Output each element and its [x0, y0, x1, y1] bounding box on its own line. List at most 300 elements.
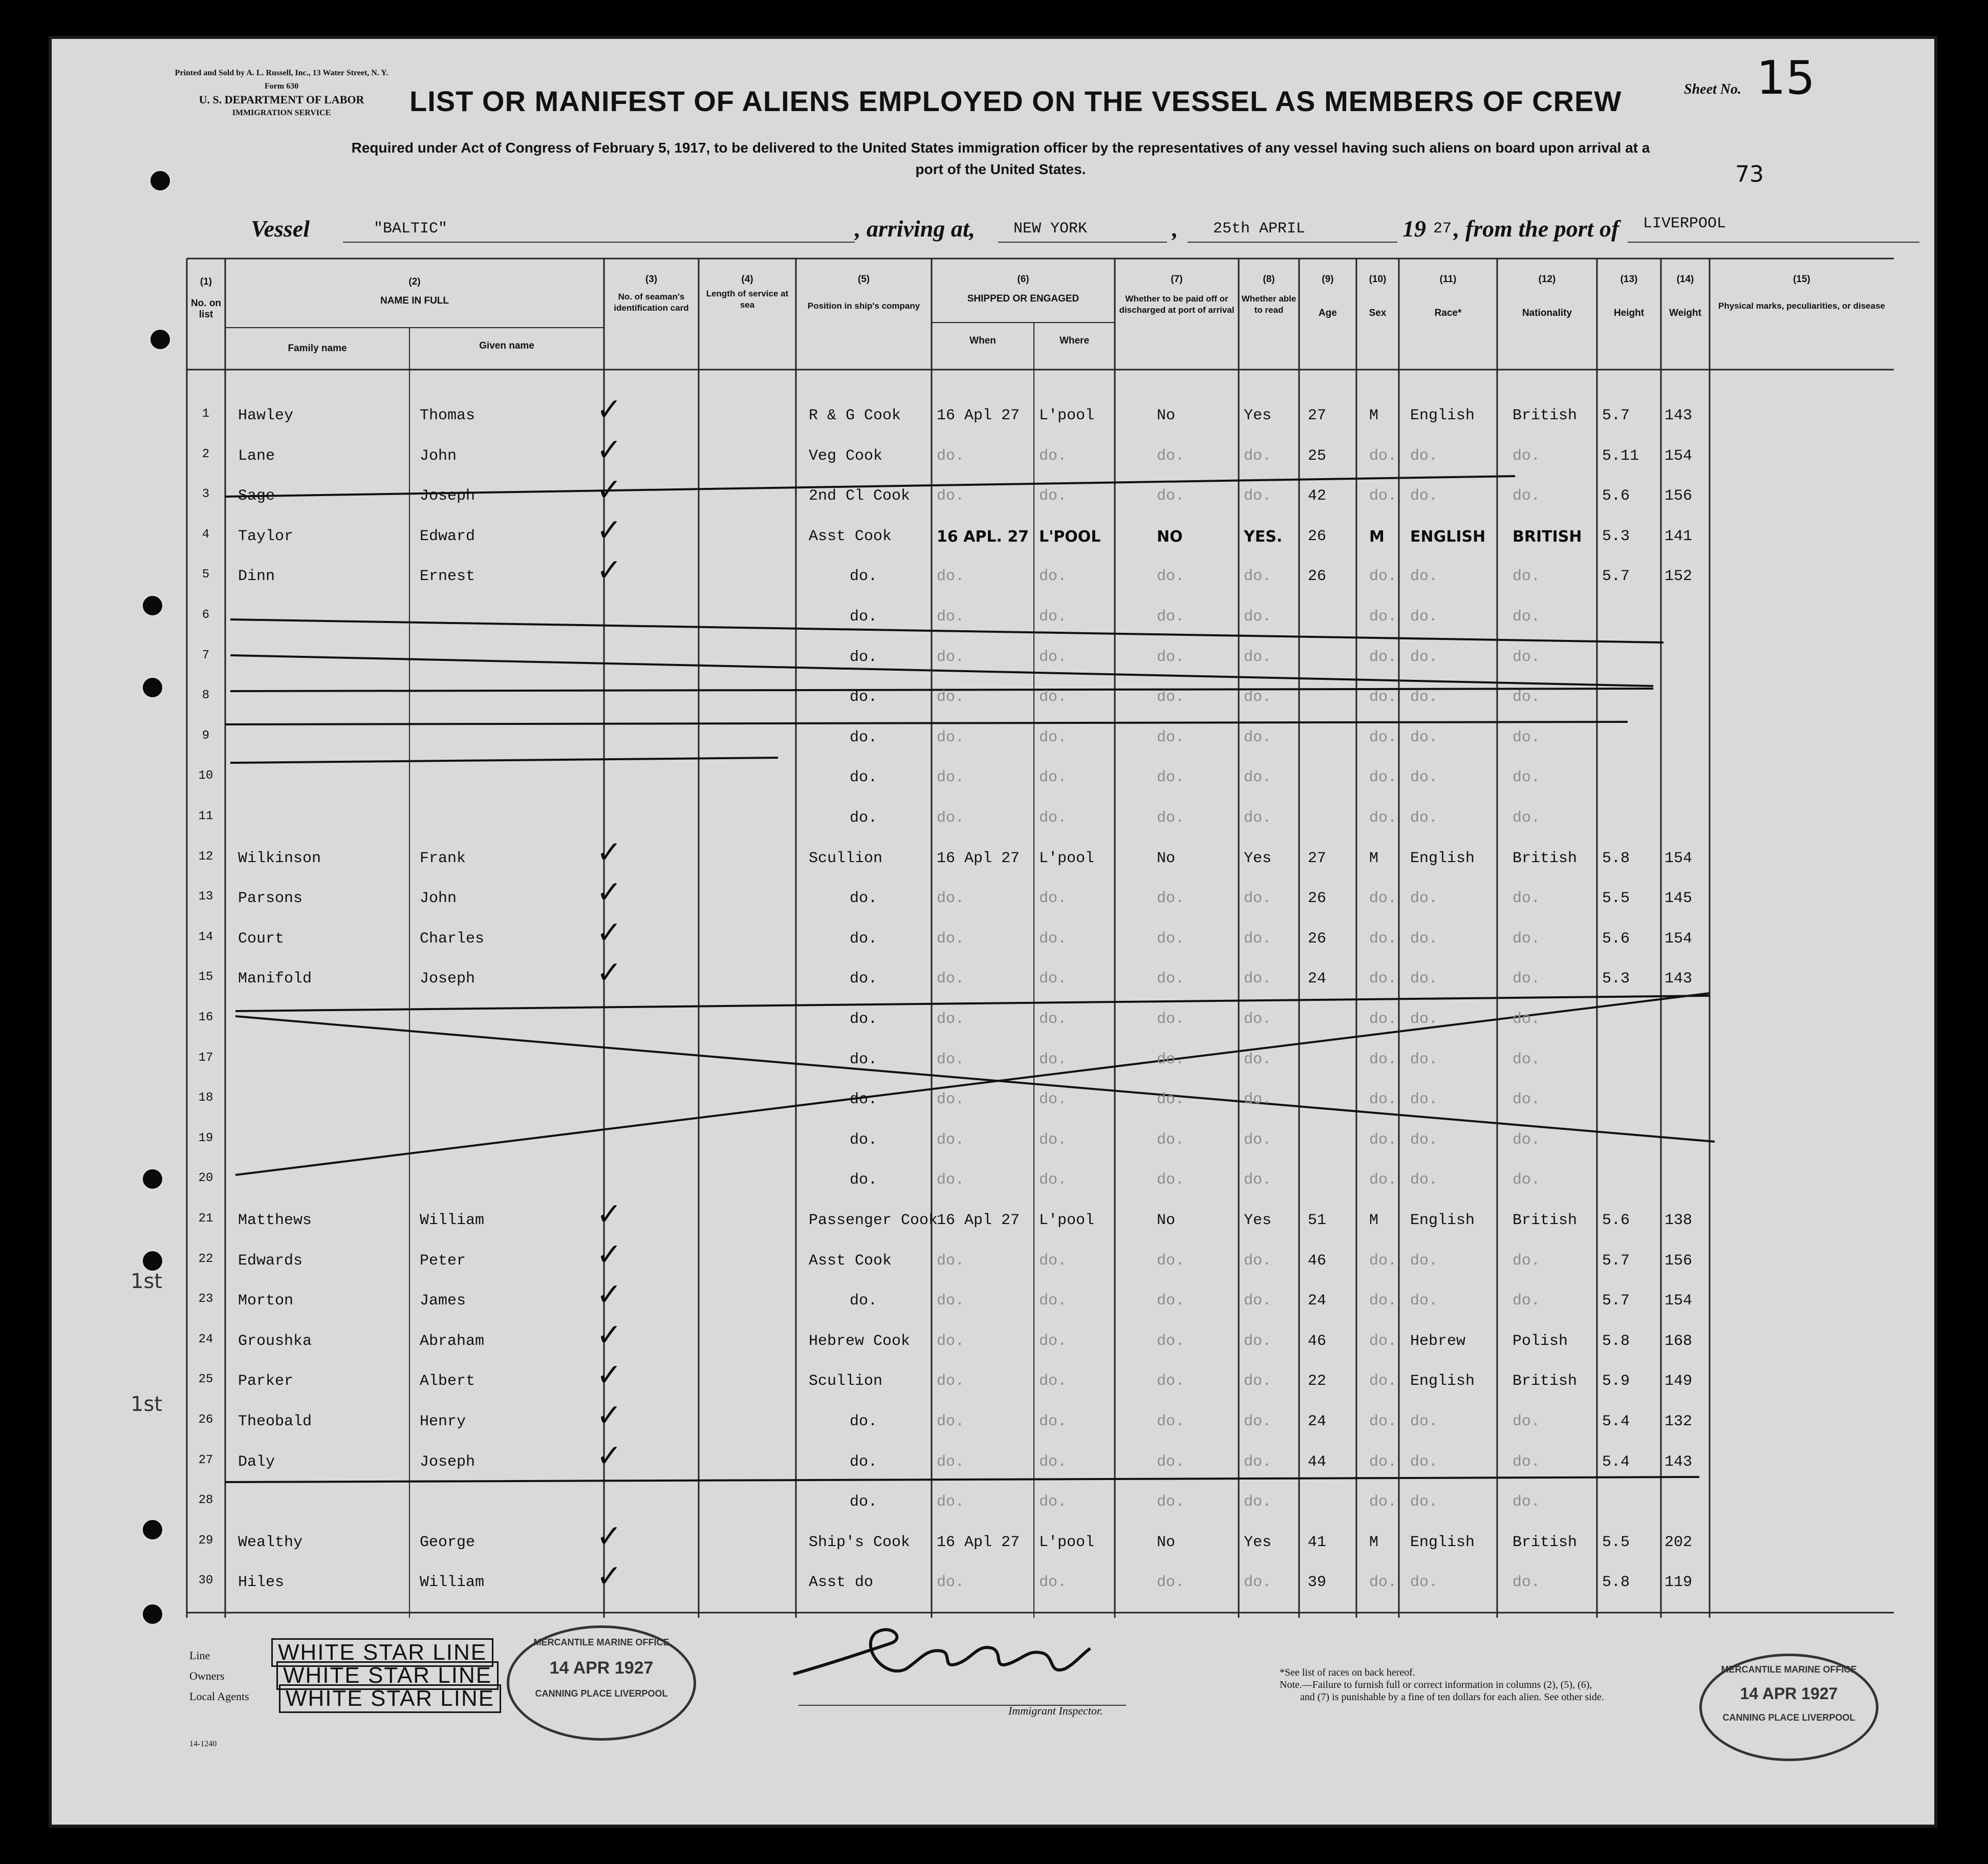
row-number: 14: [198, 930, 213, 944]
position: do.: [850, 1051, 878, 1068]
shipped-when: do.: [937, 1332, 965, 1350]
weight: 202: [1665, 1533, 1693, 1551]
nationality: do.: [1512, 487, 1541, 505]
height: 5.4: [1602, 1453, 1630, 1471]
age: 46: [1308, 1332, 1327, 1350]
height: 5.7: [1602, 1292, 1630, 1310]
shipped-where: do.: [1039, 729, 1067, 746]
service: IMMIGRATION SERVICE: [232, 109, 331, 117]
shipped-where: L'pool: [1039, 407, 1095, 424]
shipped-when: do.: [937, 568, 965, 586]
height: 5.7: [1602, 1252, 1630, 1270]
family-name: Edwards: [238, 1252, 303, 1270]
weight: 154: [1665, 930, 1693, 948]
position: do.: [850, 930, 878, 948]
id-card-check: ✓: [596, 1357, 622, 1394]
stamp-bottom: CANNING PLACE LIVERPOOL: [535, 1688, 668, 1699]
from-label: , from the port of: [1454, 216, 1619, 242]
able-to-read: do.: [1244, 1493, 1272, 1511]
shipped-where: do.: [1039, 487, 1067, 505]
family-name: Wealthy: [238, 1533, 303, 1551]
able-to-read: do.: [1244, 809, 1272, 827]
given-name: William: [420, 1212, 485, 1229]
nationality: do.: [1512, 1413, 1541, 1430]
paid-off: do.: [1157, 769, 1185, 787]
sheet-label: Sheet No.: [1684, 81, 1741, 97]
row-number: 22: [198, 1252, 213, 1266]
sex: do.: [1369, 729, 1397, 746]
race: do.: [1410, 1011, 1438, 1028]
sex: do.: [1369, 1413, 1397, 1430]
shipped-when: do.: [937, 970, 965, 988]
able-to-read: do.: [1244, 648, 1272, 666]
age: 46: [1308, 1252, 1327, 1270]
col9-number: (9): [1322, 274, 1334, 285]
family-name: Court: [238, 930, 285, 948]
line-label: Line: [189, 1649, 210, 1662]
shipped-when: 16 Apl 27: [937, 849, 1020, 867]
nationality: Polish: [1512, 1332, 1568, 1350]
penalty-note-1: Note.—Failure to furnish full or correct information in columns (2), (5), (6),: [1280, 1679, 1592, 1690]
shipped-where: do.: [1039, 648, 1067, 666]
shipped-where: do.: [1039, 1373, 1067, 1390]
race: do.: [1410, 769, 1438, 787]
col1-label: No. on list: [190, 298, 222, 320]
paid-off: do.: [1157, 1051, 1185, 1068]
penalty-note-2: and (7) is punishable by a fine of ten dollars for each alien. See other side.: [1300, 1691, 1604, 1703]
stamp-date: 14 APR 1927: [549, 1658, 654, 1678]
shipped-where: do.: [1039, 1011, 1067, 1028]
row-number: 15: [198, 970, 213, 984]
weight: 138: [1665, 1212, 1693, 1229]
shipped-when: do.: [937, 487, 965, 505]
given-name: Edward: [420, 527, 476, 545]
sex: do.: [1369, 1574, 1397, 1592]
nationality: do.: [1512, 729, 1541, 746]
arrival-date: 25th APRIL: [1213, 220, 1306, 238]
height: 5.8: [1602, 1574, 1630, 1592]
age: 39: [1308, 1574, 1327, 1592]
col10-label: Sex: [1369, 308, 1387, 318]
paid-off: do.: [1157, 608, 1185, 626]
row-number: 18: [198, 1091, 213, 1105]
position: Scullion: [809, 849, 883, 867]
position: do.: [850, 1292, 878, 1310]
from-port: LIVERPOOL: [1643, 215, 1726, 232]
paid-off: do.: [1157, 1171, 1185, 1189]
row-number: 26: [198, 1413, 213, 1427]
shipped-when: 16 APL. 27: [937, 527, 1029, 546]
race: do.: [1410, 1051, 1438, 1068]
position: do.: [850, 1171, 878, 1189]
race: do.: [1410, 1292, 1438, 1310]
weight: 156: [1665, 1252, 1693, 1270]
race: do.: [1410, 1453, 1438, 1471]
position: Asst Cook: [809, 1252, 892, 1270]
able-to-read: Yes: [1244, 407, 1272, 424]
sex: do.: [1369, 1332, 1397, 1350]
height: 5.4: [1602, 1413, 1630, 1430]
given-name: Joseph: [420, 487, 476, 505]
vessel-name: "BALTIC": [374, 220, 448, 238]
nationality: British: [1512, 1373, 1578, 1390]
shipped-when: do.: [937, 729, 965, 746]
sex: do.: [1369, 487, 1397, 505]
id-card-check: ✓: [596, 874, 622, 911]
page-title: LIST OR MANIFEST OF ALIENS EMPLOYED ON THE VESSEL AS MEMBERS OF CREW: [409, 85, 1622, 117]
weight: 145: [1665, 890, 1693, 908]
line-stamp: WHITE STAR LINE: [271, 1638, 493, 1667]
sheet-number: 15: [1756, 51, 1816, 105]
col13-label: Height: [1613, 308, 1645, 318]
col8-number: (8): [1263, 274, 1275, 285]
shipped-where: do.: [1039, 1252, 1067, 1270]
col8-label: Whether able to read: [1241, 294, 1296, 315]
given-name: John: [420, 447, 457, 465]
able-to-read: do.: [1244, 1574, 1272, 1592]
shipped-when: do.: [937, 1574, 965, 1592]
race: do.: [1410, 729, 1438, 746]
weight: 141: [1665, 527, 1693, 545]
race: do.: [1410, 930, 1438, 948]
sex: M: [1369, 1212, 1379, 1229]
margin-note: 1st: [131, 1392, 162, 1416]
position: do.: [850, 1091, 878, 1109]
height: 5.8: [1602, 849, 1630, 867]
age: 25: [1308, 447, 1327, 465]
race: do.: [1410, 608, 1438, 626]
family-name: Lane: [238, 447, 275, 465]
sex: do.: [1369, 769, 1397, 787]
height: 5.7: [1602, 568, 1630, 586]
shipped-when: do.: [937, 930, 965, 948]
col12-label: Nationality: [1522, 308, 1572, 318]
row-number: 27: [198, 1453, 213, 1467]
shipped-when: do.: [937, 1171, 965, 1189]
family-name: Hiles: [238, 1574, 285, 1592]
subtitle-line-2: port of the United States.: [915, 161, 1086, 177]
col6-number: (6): [1017, 274, 1029, 285]
able-to-read: do.: [1244, 1011, 1272, 1028]
col6b-label: Where: [1059, 335, 1090, 346]
year-prefix: 19: [1402, 216, 1426, 242]
col15-label: Physical marks, peculiarities, or disease: [1718, 301, 1885, 311]
row-number: 11: [198, 809, 213, 823]
voyage-line: Vessel "BALTIC" , arriving at, NEW YORK , 25th APRIL 19 27 , from the port of LIVERPOOL: [251, 215, 1919, 246]
shipped-when: 16 Apl 27: [937, 1533, 1020, 1551]
row-number: 2: [202, 447, 210, 461]
shipped-where: do.: [1039, 1131, 1067, 1149]
race: do.: [1410, 1252, 1438, 1270]
nationality: do.: [1512, 1011, 1541, 1028]
sex: do.: [1369, 1292, 1397, 1310]
sex: do.: [1369, 608, 1397, 626]
year-suffix: 27: [1433, 220, 1452, 238]
position: do.: [850, 769, 878, 787]
col14-number: (14): [1676, 274, 1694, 285]
given-name: Thomas: [420, 407, 476, 424]
sex: do.: [1369, 1453, 1397, 1471]
margin-note: 1st: [131, 1270, 162, 1293]
id-card-check: ✓: [596, 1236, 622, 1273]
shipped-where: do.: [1039, 1413, 1067, 1430]
nationality: BRITISH: [1512, 527, 1582, 546]
nationality: do.: [1512, 568, 1541, 586]
sex: do.: [1369, 689, 1397, 706]
position: do.: [850, 729, 878, 746]
nationality: do.: [1512, 890, 1541, 908]
position: do.: [850, 970, 878, 988]
family-name: Parsons: [238, 890, 303, 908]
position: do.: [850, 568, 878, 586]
height: 5.9: [1602, 1373, 1630, 1390]
weight: 154: [1665, 849, 1693, 867]
arriving-port: NEW YORK: [1013, 220, 1088, 238]
nationality: do.: [1512, 970, 1541, 988]
paid-off: do.: [1157, 970, 1185, 988]
office-stamp: [507, 1625, 696, 1741]
family-name: Matthews: [238, 1212, 312, 1229]
sex: do.: [1369, 809, 1397, 827]
able-to-read: Yes: [1244, 1212, 1272, 1229]
sex: do.: [1369, 1091, 1397, 1109]
row-number: 13: [198, 890, 213, 904]
sex: do.: [1369, 1051, 1397, 1068]
shipped-when: do.: [937, 1413, 965, 1430]
nationality: do.: [1512, 809, 1541, 827]
nationality: do.: [1512, 648, 1541, 666]
shipped-where: L'pool: [1039, 1212, 1095, 1229]
race: English: [1410, 407, 1475, 424]
sex: do.: [1369, 1131, 1397, 1149]
nationality: British: [1512, 1212, 1578, 1229]
footnotes: [1280, 1666, 1604, 1703]
row-number: 7: [202, 648, 210, 662]
age: 24: [1308, 1413, 1327, 1430]
col14-label: Weight: [1669, 308, 1701, 318]
id-card-check: ✓: [596, 472, 622, 508]
given-name: Charles: [420, 930, 485, 948]
row-number: 9: [202, 729, 210, 743]
shipped-where: L'pool: [1039, 849, 1095, 867]
height: 5.7: [1602, 407, 1630, 424]
position: do.: [850, 890, 878, 908]
shipped-where: do.: [1039, 1091, 1067, 1109]
id-card-check: ✓: [596, 1277, 622, 1313]
row-number: 10: [198, 769, 213, 783]
nationality: do.: [1512, 1131, 1541, 1149]
id-card-check: ✓: [596, 392, 622, 427]
paid-off: do.: [1157, 1011, 1185, 1028]
given-name: John: [420, 890, 457, 908]
given-name: James: [420, 1292, 466, 1310]
able-to-read: do.: [1244, 1413, 1272, 1430]
position: Asst Cook: [809, 527, 892, 545]
id-card-check: ✓: [596, 1317, 622, 1353]
height: 5.8: [1602, 1332, 1630, 1350]
shipped-when: do.: [937, 1493, 965, 1511]
shipped-where: do.: [1039, 890, 1067, 908]
position: 2nd Cl Cook: [809, 487, 911, 505]
id-card-check: ✓: [596, 1196, 622, 1232]
nationality: British: [1512, 407, 1578, 424]
paid-off: do.: [1157, 809, 1185, 827]
shipped-when: do.: [937, 1373, 965, 1390]
age: 27: [1308, 407, 1327, 424]
row-number: 30: [198, 1574, 213, 1588]
weight: 154: [1665, 447, 1693, 465]
nationality: British: [1512, 1533, 1578, 1551]
paid-off: do.: [1157, 1131, 1185, 1149]
arriving-label: , arriving at,: [855, 216, 976, 242]
family-name: Sage: [238, 487, 275, 505]
paid-off: No: [1157, 1212, 1176, 1229]
id-card-check: ✓: [596, 432, 622, 468]
able-to-read: do.: [1244, 1051, 1272, 1068]
height: 5.3: [1602, 970, 1630, 988]
col6a-label: When: [969, 335, 996, 346]
row-number: 5: [202, 568, 210, 582]
vessel-label: Vessel: [251, 216, 310, 242]
age: 26: [1308, 930, 1327, 948]
shipped-where: do.: [1039, 809, 1067, 827]
col5-number: (5): [857, 274, 870, 285]
height: 5.5: [1602, 890, 1630, 908]
paid-off: do.: [1157, 568, 1185, 586]
id-card-check: ✓: [596, 1558, 622, 1595]
family-name: Manifold: [238, 970, 312, 988]
able-to-read: do.: [1244, 1453, 1272, 1471]
able-to-read: do.: [1244, 970, 1272, 988]
row-number: 1: [202, 407, 210, 421]
sex: do.: [1369, 1373, 1397, 1390]
sex: do.: [1369, 568, 1397, 586]
able-to-read: do.: [1244, 1252, 1272, 1270]
position: Passenger Cook: [809, 1212, 938, 1229]
office-stamp-right: [1699, 1654, 1878, 1761]
race: do.: [1410, 970, 1438, 988]
weight: 149: [1665, 1373, 1693, 1390]
shipped-where: do.: [1039, 568, 1067, 586]
shipped-where: do.: [1039, 447, 1067, 465]
position: Ship's Cook: [809, 1533, 911, 1551]
given-name: Joseph: [420, 970, 476, 988]
age: 27: [1308, 849, 1327, 867]
id-card-check: ✓: [596, 1518, 622, 1554]
shipped-where: do.: [1039, 1493, 1067, 1511]
id-card-check: ✓: [596, 834, 622, 870]
shipped-where: do.: [1039, 1332, 1067, 1350]
position: do.: [850, 1131, 878, 1149]
height: 5.5: [1602, 1533, 1630, 1551]
given-name: George: [420, 1533, 476, 1551]
family-name: Morton: [238, 1292, 294, 1310]
department: U. S. DEPARTMENT OF LABOR: [199, 93, 364, 106]
row-number: 23: [198, 1292, 213, 1306]
nationality: do.: [1512, 1252, 1541, 1270]
col2-number: (2): [408, 276, 421, 287]
row-number: 28: [198, 1493, 213, 1508]
race: do.: [1410, 1091, 1438, 1109]
height: 5.11: [1602, 447, 1639, 465]
stamp-bottom-right: CANNING PLACE LIVERPOOL: [1722, 1712, 1855, 1723]
shipped-when: do.: [937, 608, 965, 626]
col4-number: (4): [741, 274, 753, 285]
agents-stamp: WHITE STAR LINE: [279, 1684, 501, 1713]
paid-off: do.: [1157, 890, 1185, 908]
given-name: Ernest: [420, 568, 476, 586]
given-name: William: [420, 1574, 485, 1592]
sex: do.: [1369, 648, 1397, 666]
nationality: do.: [1512, 1292, 1541, 1310]
shipped-when: do.: [937, 1051, 965, 1068]
shipped-when: 16 Apl 27: [937, 407, 1020, 424]
row-number: 19: [198, 1131, 213, 1145]
sex: M: [1369, 1533, 1379, 1551]
age: 26: [1308, 890, 1327, 908]
shipped-when: do.: [937, 1453, 965, 1471]
position: do.: [850, 1453, 878, 1471]
col13-number: (13): [1620, 274, 1638, 285]
nationality: do.: [1512, 769, 1541, 787]
row-number: 17: [198, 1051, 213, 1065]
sex: do.: [1369, 1493, 1397, 1511]
able-to-read: do.: [1244, 568, 1272, 586]
shipped-where: do.: [1039, 1171, 1067, 1189]
paid-off: do.: [1157, 447, 1185, 465]
able-to-read: Yes: [1244, 1533, 1272, 1551]
row-number: 4: [202, 527, 210, 542]
row-number: 29: [198, 1533, 213, 1548]
shipped-when: 16 Apl 27: [937, 1212, 1020, 1229]
race: do.: [1410, 689, 1438, 706]
weight: 132: [1665, 1413, 1693, 1430]
able-to-read: do.: [1244, 447, 1272, 465]
family-name: Groushka: [238, 1332, 312, 1350]
inspector-label: Immigrant Inspector.: [1008, 1704, 1103, 1717]
row-number: 21: [198, 1212, 213, 1226]
shipped-when: do.: [937, 890, 965, 908]
able-to-read: YES.: [1244, 527, 1283, 546]
sex: do.: [1369, 447, 1397, 465]
shipped-when: do.: [937, 1011, 965, 1028]
family-name: Parker: [238, 1373, 294, 1390]
paid-off: do.: [1157, 1252, 1185, 1270]
race: do.: [1410, 809, 1438, 827]
age: 44: [1308, 1453, 1327, 1471]
shipped-when: do.: [937, 1252, 965, 1270]
row-number: 12: [198, 849, 213, 864]
col7-label: Whether to be paid off or discharged at port of arrival: [1119, 294, 1235, 315]
col2b-label: Given name: [479, 340, 534, 351]
col2-label: NAME IN FULL: [380, 295, 449, 306]
paid-off: do.: [1157, 1413, 1185, 1430]
paid-off: do.: [1157, 930, 1185, 948]
given-name: Albert: [420, 1373, 476, 1390]
row-number: 24: [198, 1332, 213, 1346]
col2a-label: Family name: [288, 343, 347, 354]
race: do.: [1410, 568, 1438, 586]
position: do.: [850, 809, 878, 827]
able-to-read: Yes: [1244, 849, 1272, 867]
weight: 119: [1665, 1574, 1693, 1592]
able-to-read: do.: [1244, 890, 1272, 908]
paid-off: NO: [1157, 527, 1183, 546]
able-to-read: do.: [1244, 689, 1272, 706]
height: 5.6: [1602, 930, 1630, 948]
weight: 143: [1665, 1453, 1693, 1471]
sex: M: [1369, 527, 1385, 546]
